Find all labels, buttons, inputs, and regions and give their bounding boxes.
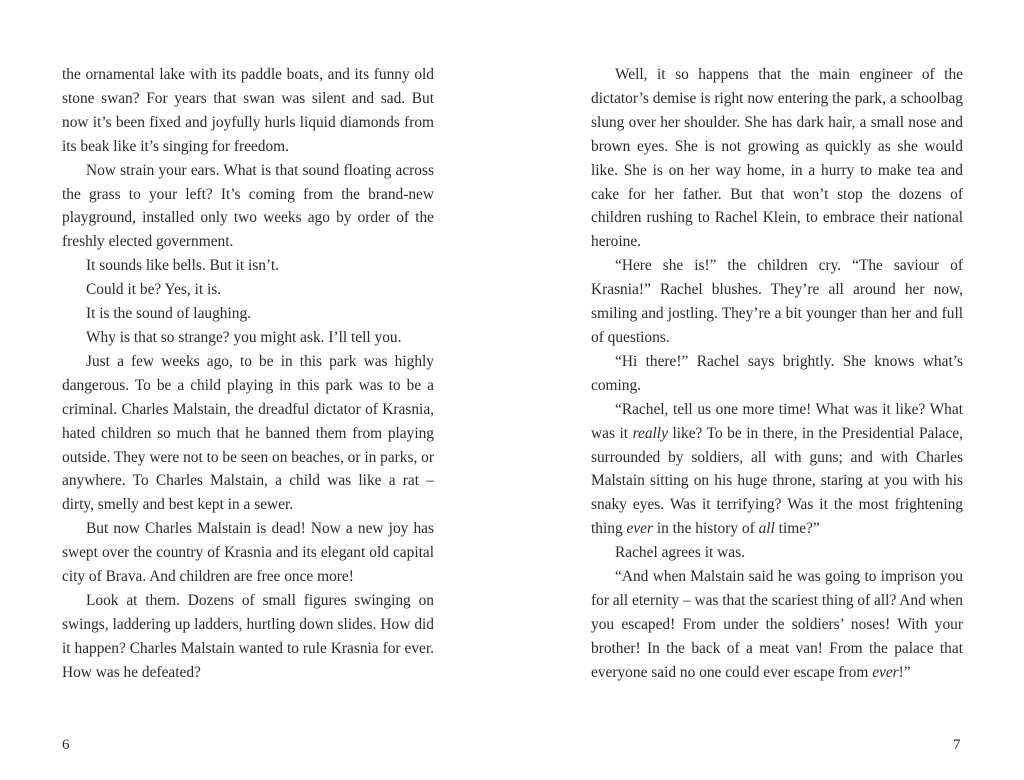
text-run: in the history of [652,520,759,538]
text-run: It sounds like bells. But it isn’t. [86,257,279,275]
text-run: the ornamental lake with its paddle boats, and its funny old stone swan? For years that swan was silent and sad. But now it’s been fixed and joyfully hurls liquid diamonds from its beak like it’s singing for freedom. [62,66,434,155]
paragraph [62,63,434,159]
text-run: It is the sound of laughing. [86,305,252,323]
text-run: Why is that so strange? you might ask. I’ll tell you. [86,328,402,346]
paragraph [62,517,434,589]
paragraph [62,302,434,326]
italic-text: all [758,520,775,538]
text-run: Look at them. Dozens of small figures swinging on swings, laddering up ladders, hurtling down slides. How did it happen? Charles Malstain wanted to rule Krasnia for ever. How was he defeated? [62,591,434,681]
text-run: “Hi there!” Rachel says brightly. She knows what’s coming. [591,352,963,394]
text-run: Could it be? Yes, it is. [86,281,222,299]
paragraph [591,63,963,254]
text-run: “And when Malstain said he was going to imprison you for all eternity – was that the scariest thing of all? And when you escaped! From under the soldiers’ noses! With your brother! In the back of a meat van! From the palace that everyone said no one could ever escape from [591,568,963,681]
text-run: Just a few weeks ago, to be in this park was highly dangerous. To be a child playing in this park was to be a criminal. Charles Malstain, the dreadful dictator of Krasnia, hated children so much that he banned them from playing outside. They were not to be seen on beaches, or in parks, or anywhere. To Charles Malstain, a child was like a rat – dirty, smelly and best kept in a sewer. [62,352,434,514]
left-page [62,63,434,685]
text-run: Rachel agrees it was. [615,544,745,562]
paragraph [62,589,434,685]
page-number-right: 7 [953,737,961,753]
right-page [591,63,963,685]
italic-text: really [632,424,668,442]
italic-text: ever [872,663,899,681]
paragraph [591,350,963,398]
text-run: !” [898,663,911,681]
paragraph [591,565,963,685]
text-run: time?” [774,520,820,538]
text-run: Well, it so happens that the main engineer of the dictator’s demise is right now entering the park, a schoolbag slung over her shoulder. She has dark hair, a small nose and brown eyes. She is not growing as quickly as she would like. She is on her way home, in a hurry to make tea and cake for her father. But that won’t stop the dozens of children rushing to Rachel Klein, to embrace their national heroine. [591,66,963,251]
paragraph [62,254,434,278]
page-number-left: 6 [62,737,70,753]
text-run: Now strain your ears. What is that sound floating across the grass to your left? It’s coming from the brand-new playground, installed only two weeks ago by order of the freshly elected government. [62,161,434,251]
text-run: But now Charles Malstain is dead! Now a new joy has swept over the country of Krasnia and its elegant old capital city of Brava. And children are free once more! [62,520,434,586]
italic-text: ever [626,520,653,538]
text-run: “Here she is!” the children cry. “The saviour of Krasnia!” Rachel blushes. They’re all around her now, smiling and jostling. They’re a bit younger than her and full of questions. [591,257,963,346]
text-run: like? To be in there, in the Presidential Palace, surrounded by soldiers, all with guns; and with Charles Malstain sitting on his huge throne, staring at you with his snaky eyes. Was it terrifying? Was it the most frightening thing [591,424,963,538]
paragraph [591,541,963,565]
paragraph [591,254,963,350]
paragraph [62,326,434,350]
text-run: “Rachel, tell us one more time! What was it like? What was it [591,400,963,442]
paragraph [591,398,963,541]
paragraph [62,350,434,517]
paragraph [62,278,434,302]
paragraph [62,159,434,255]
